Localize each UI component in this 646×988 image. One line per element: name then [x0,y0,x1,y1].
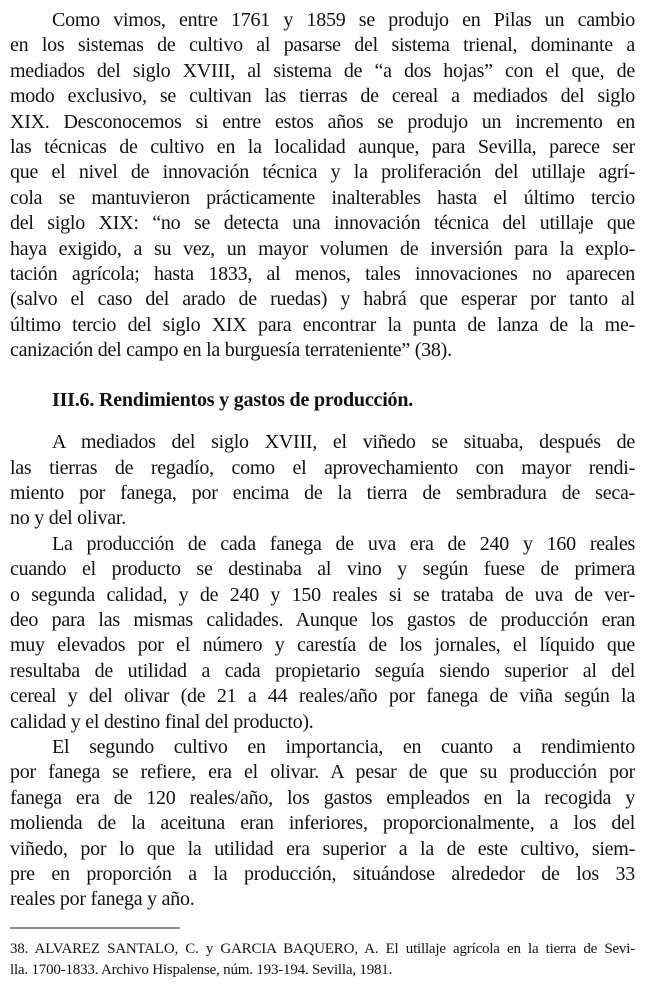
text-line: o segunda calidad, y de 240 y 150 reales si se trataba de uva de ver- [10,583,635,606]
text-line: deo para las mismas calidades. Aunque los gastos de producción eran [10,608,635,631]
paragraph-vineyard-yield [10,430,635,532]
text-line: El segundo cultivo en importancia, en cuanto a rendimiento [52,735,635,758]
text-line: no y del olivar. [10,507,126,530]
text-line: cereal y del olivar (de 21 a 44 reales/año por fanega de viña según la [10,685,635,708]
text-line: resultaba de utilidad a cada propietario seguía siendo superior al del [10,659,635,682]
text-line: muy elevados por el número y carestía de los jornales, el líquido que [10,634,635,657]
footnote-separator [10,927,180,929]
text-line: A mediados del siglo XVIII, el viñedo se situaba, después de [52,431,635,454]
text-line: 38. ALVAREZ SANTALO, C. y GARCIA BAQUERO, A. El utillaje agrícola en la tierra de Sevi- [10,940,635,957]
text-line: molienda de la aceituna eran inferiores, proporcionalmente, a los del [10,812,635,835]
text-line: XIX. Desconocemos si entre estos años se produjo un incremento en [10,110,635,133]
text-line: calidad y el destino final del producto). [10,710,314,733]
text-line: lla. 1700-1833. Archivo Hispalense, núm. 193-194. Sevilla, 1981. [10,962,393,979]
text-line: las técnicas de cultivo en la localidad aunque, para Sevilla, parece ser [10,136,635,159]
text-line: fanega era de 120 reales/año, los gastos empleados en la recogida y [10,786,635,809]
text-line: del siglo XIX: “no se detecta una innovación técnica del utillaje que [10,212,635,235]
text-line: pre en proporción a la producción, situándose alrededor de los 33 [10,863,635,885]
text-line: canización del campo en la burguesía terrateniente” (38). [10,339,452,362]
text-line: último tercio del siglo XIX para encontrar la punta de lanza de la me- [10,313,635,336]
text-line: reales por fanega y año. [10,888,195,911]
text-line: haya exigido, a su vez, un mayor volumen de inversión para la explo- [10,237,635,260]
text-line: modo exclusivo, se cultivan las tierras de cereal a mediados del siglo [10,85,635,108]
text-line: en los sistemas de cultivo al pasarse del sistema trienal, dominante a [10,34,635,57]
text-line: cola se mantuvieron prácticamente inalterables hasta el último tercio [10,186,635,209]
text-line: las tierras de regadío, como el aprovechamiento con mayor rendi- [10,456,635,479]
text-line: miento por fanega, por encima de la tierra de sembradura de seca- [10,481,635,504]
paragraph-cultivation-systems [10,8,635,364]
paragraph-olive-grove [10,735,635,913]
text-line: tación agrícola; hasta 1833, al menos, tales innovaciones no aparecen [10,263,635,286]
text-line: (salvo el caso del arado de ruedas) y habrá que esperar por tanto al [10,288,635,311]
text-line: Como vimos, entre 1761 y 1859 se produjo en Pilas un cambio [52,9,635,31]
text-line: por fanega se refiere, era el olivar. A pesar de que su producción por [10,761,635,784]
footnote-38 [10,939,635,982]
text-line: viñedo, por lo que la utilidad era superior a la de este cultivo, siem- [10,837,635,860]
text-line: mediados del siglo XVIII, al sistema de “a dos hojas” con el que, de [10,59,635,82]
text-line: cuando el producto se destinaba al vino y según fuese de primera [10,558,635,581]
text-line: que el nivel de innovación técnica y la proliferación del utillaje agrí- [10,161,635,184]
text-line: La producción de cada fanega de uva era de 240 y 160 reales [52,532,635,555]
paragraph-grape-production [10,532,635,735]
section-heading: III.6. Rendimientos y gastos de producción. [52,388,414,411]
